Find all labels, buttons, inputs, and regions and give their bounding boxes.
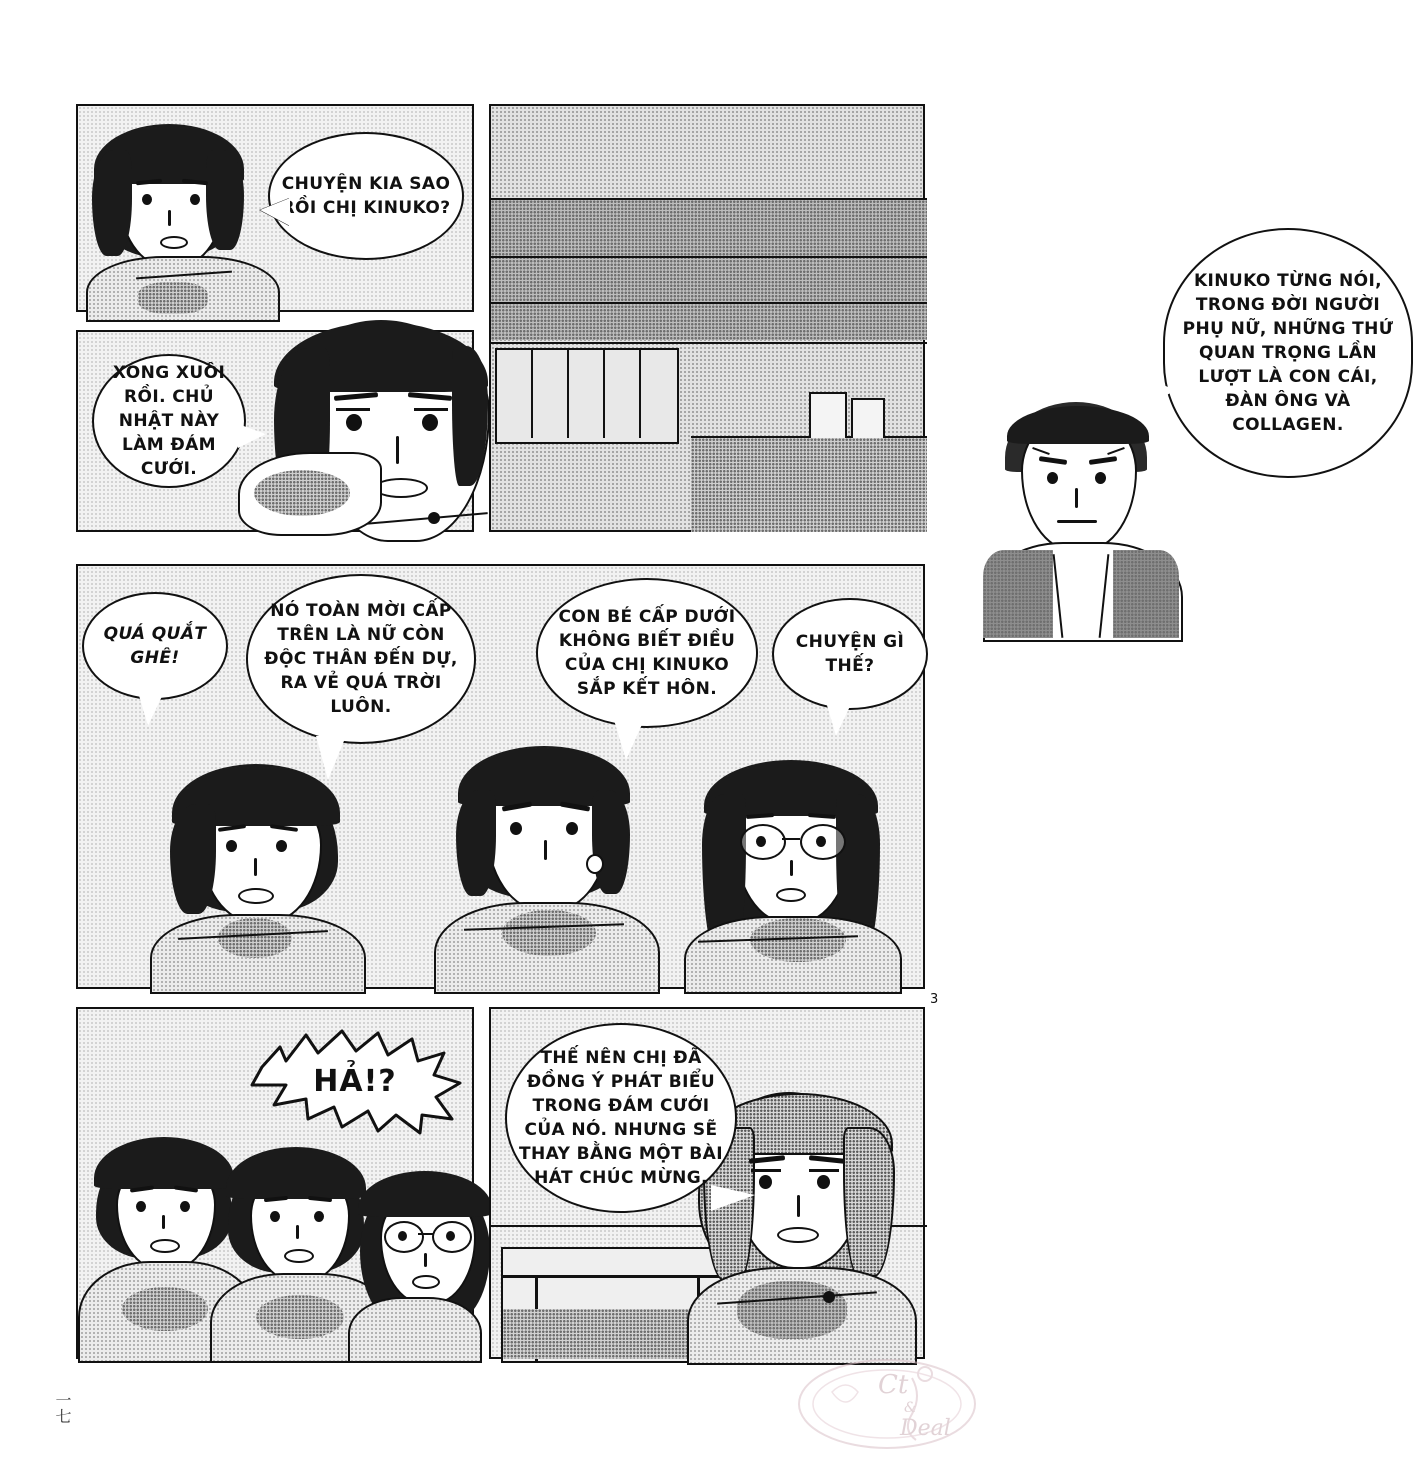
counter-shadow xyxy=(691,438,927,532)
lattice-panel xyxy=(495,348,679,444)
speech-text: XONG XUÔI RỒI. CHỦ NHẬT NÀY LÀM ĐÁM CƯỚI. xyxy=(112,362,226,480)
panel-3 xyxy=(76,330,474,532)
speech-tail-7 xyxy=(826,702,852,736)
speech-balloon-6 xyxy=(536,578,758,728)
speech-text: CHUYỆN KIA SAO RỒI CHỊ KINUKO? xyxy=(281,173,451,218)
watermark-graphic xyxy=(792,1352,982,1457)
speech-tail-2 xyxy=(1150,380,1176,404)
speech-balloon-5 xyxy=(246,574,476,744)
watermark xyxy=(792,1352,982,1457)
speech-tail-9 xyxy=(711,1185,755,1211)
lattice-bar xyxy=(567,350,569,438)
shelf-edge xyxy=(491,302,927,304)
speech-balloon-2 xyxy=(1163,228,1413,478)
speech-text: NÓ TOÀN MỜI CẤP TRÊN LÀ NỮ CÒN ĐỘC THÂN ĐẾN DỰ, RA VẺ QUÁ TRỜI LUÔN. xyxy=(264,600,458,718)
speech-tail-1 xyxy=(260,198,290,226)
speech-balloon-7 xyxy=(772,598,928,710)
shelf-block xyxy=(491,200,927,340)
panel-5 xyxy=(76,1007,474,1359)
page-number: 3 xyxy=(930,992,939,1007)
shout-balloon xyxy=(246,1027,464,1135)
speech-balloon-3 xyxy=(92,354,246,488)
page-side-marker: 一七 xyxy=(53,1392,72,1424)
speech-text: CON BÉ CẤP DƯỚI KHÔNG BIẾT ĐIỀU CỦA CHỊ KINUKO SẮP KẾT HÔN. xyxy=(558,606,736,700)
panel-1 xyxy=(76,104,474,312)
speech-tail-4 xyxy=(138,692,164,726)
room-line xyxy=(491,342,927,344)
jar xyxy=(851,398,885,440)
shout-text: HẢ!? xyxy=(313,1063,397,1099)
lattice-bar xyxy=(603,350,605,438)
speech-text: CHUYỆN GÌ THẾ? xyxy=(795,631,905,676)
speech-text: THẾ NÊN CHỊ ĐÃ ĐỒNG Ý PHÁT BIỂU TRONG ĐÁM CƯỚI CỦA NÓ. NHƯNG SẼ THAY BẰNG MỘT BÀI HÁT CHÚC MỪNG. xyxy=(519,1047,723,1189)
speech-balloon-1 xyxy=(268,132,464,260)
speech-text: QUÁ QUẮT GHÊ! xyxy=(103,623,207,668)
lattice-bar xyxy=(639,350,641,438)
shelf-edge xyxy=(491,256,927,258)
speech-balloon-9 xyxy=(505,1023,737,1213)
panel-6 xyxy=(489,1007,925,1359)
panel-4 xyxy=(76,564,925,989)
watermark-line-2: & xyxy=(904,1400,917,1416)
knitting-shadow xyxy=(254,470,350,516)
speech-balloon-4 xyxy=(82,592,228,700)
jar xyxy=(809,392,847,440)
watermark-line-1: Ct xyxy=(878,1370,909,1400)
lattice-bar xyxy=(531,350,533,438)
speech-tail-5 xyxy=(316,736,346,780)
speech-tail-3 xyxy=(238,424,266,448)
speech-tail-6 xyxy=(614,720,644,760)
panel-2 xyxy=(489,104,1394,532)
watermark-line-3: Deal xyxy=(900,1416,951,1441)
speech-text: KINUKO TỪNG NÓI, TRONG ĐỜI NGƯỜI PHỤ NỮ, NHỮNG THỨ QUAN TRỌNG LẦN LƯỢT LÀ CON CÁI, ĐÀN ÔNG VÀ COLLAGEN. xyxy=(1182,270,1394,436)
